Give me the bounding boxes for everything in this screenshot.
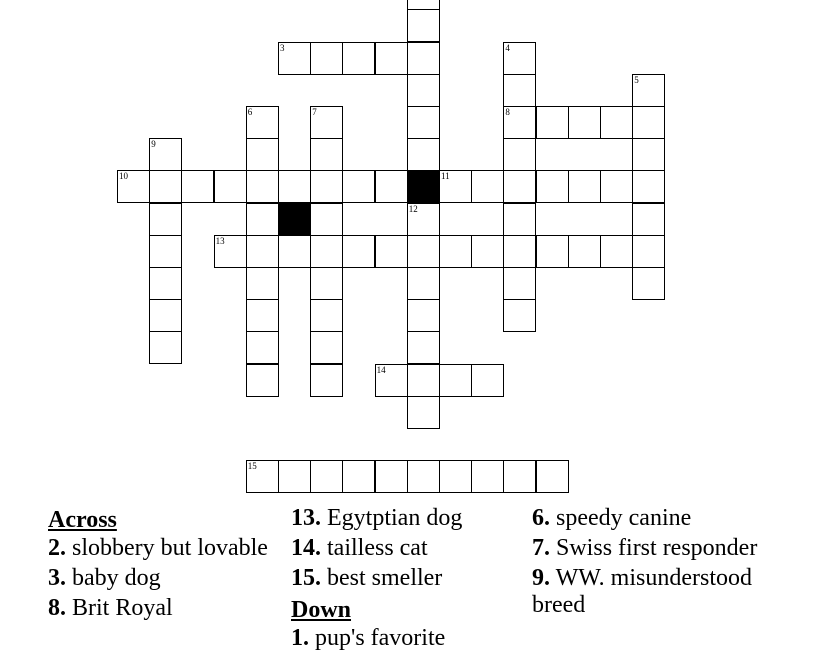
grid-cell[interactable] [149, 299, 182, 332]
grid-cell[interactable] [181, 170, 214, 203]
grid-cell[interactable] [278, 235, 311, 268]
across-heading: Across [48, 507, 117, 533]
grid-cell[interactable] [600, 235, 633, 268]
grid-cell[interactable] [278, 170, 311, 203]
grid-cell[interactable] [246, 203, 279, 236]
grid-cell[interactable] [310, 235, 343, 268]
grid-cell[interactable] [246, 235, 279, 268]
grid-cell[interactable] [407, 299, 440, 332]
clue-across-13[interactable]: 13. Egytptian dog [291, 505, 463, 531]
grid-cell[interactable] [632, 170, 665, 203]
grid-cell[interactable] [407, 235, 440, 268]
grid-cell[interactable] [407, 9, 440, 42]
grid-cell[interactable] [407, 364, 440, 397]
grid-cell[interactable] [439, 364, 472, 397]
grid-cell[interactable] [310, 42, 343, 75]
grid-cell[interactable] [471, 460, 504, 493]
grid-cell[interactable] [246, 267, 279, 300]
grid-cell[interactable] [439, 235, 472, 268]
grid-cell[interactable] [503, 106, 536, 139]
grid-cell[interactable] [117, 170, 150, 203]
grid-cell[interactable] [310, 331, 343, 364]
clues-column-2 [291, 505, 521, 655]
grid-cell[interactable] [375, 235, 408, 268]
grid-cell[interactable] [375, 364, 408, 397]
clue-across-14[interactable]: 14. tailless cat [291, 535, 428, 561]
clue-number: 10 [119, 171, 128, 182]
grid-cell[interactable] [568, 170, 601, 203]
grid-cell[interactable] [536, 235, 569, 268]
grid-cell[interactable] [503, 460, 536, 493]
clue-number: 5 [634, 74, 639, 85]
grid-cell[interactable] [310, 170, 343, 203]
clue-number: 7 [312, 106, 317, 117]
grid-cell[interactable] [375, 42, 408, 75]
grid-cell[interactable] [600, 170, 633, 203]
grid-cell[interactable] [246, 460, 279, 493]
clues-column-3 [532, 505, 772, 622]
grid-cell[interactable] [149, 138, 182, 171]
grid-cell[interactable] [568, 106, 601, 139]
grid-cell[interactable] [246, 170, 279, 203]
clue-number: 11 [441, 171, 450, 182]
clue-number: 9 [151, 139, 156, 150]
grid-cell[interactable] [310, 106, 343, 139]
grid-cell[interactable] [246, 106, 279, 139]
grid-cell[interactable] [407, 42, 440, 75]
down-heading: Down [291, 597, 352, 623]
grid-cell[interactable] [632, 138, 665, 171]
grid-cell[interactable] [375, 170, 408, 203]
grid-cell[interactable] [278, 460, 311, 493]
grid-cell[interactable] [503, 267, 536, 300]
grid-cell[interactable] [342, 460, 375, 493]
grid-cell[interactable] [310, 460, 343, 493]
grid-cell[interactable] [407, 203, 440, 236]
grid-cell[interactable] [439, 170, 472, 203]
clue-number: 13 [215, 235, 225, 246]
clue-down-7[interactable]: 7. Swiss first responder [532, 535, 758, 561]
clue-number: 8 [505, 106, 510, 117]
clue-number: 12 [408, 203, 418, 214]
grid-cell[interactable] [407, 267, 440, 300]
grid-cell[interactable] [375, 460, 408, 493]
grid-cell[interactable] [246, 364, 279, 397]
grid-cell[interactable] [471, 235, 504, 268]
grid-cell[interactable] [407, 460, 440, 493]
clue-down-1[interactable]: 1. pup's favorite [291, 625, 446, 651]
grid-cell[interactable] [407, 331, 440, 364]
grid-cell[interactable] [342, 170, 375, 203]
grid-cell[interactable] [278, 42, 311, 75]
clue-across-2[interactable]: 2. slobbery but lovable [48, 535, 268, 561]
grid-cell[interactable] [503, 74, 536, 107]
clue-down-9[interactable]: 9. WW. misunderstood breed [532, 565, 753, 618]
grid-cell[interactable] [246, 299, 279, 332]
clue-across-3[interactable]: 3. baby dog [48, 565, 161, 591]
grid-cell[interactable] [536, 170, 569, 203]
grid-cell[interactable] [632, 74, 665, 107]
grid-cell[interactable] [214, 235, 247, 268]
grid-cell[interactable] [342, 235, 375, 268]
grid-cell[interactable] [439, 460, 472, 493]
grid-cell[interactable] [149, 203, 182, 236]
grid-cell[interactable] [342, 42, 375, 75]
clue-across-15[interactable]: 15. best smeller [291, 565, 443, 591]
grid-cell[interactable] [471, 364, 504, 397]
clue-number: 6 [247, 106, 253, 117]
grid-cell[interactable] [536, 106, 569, 139]
grid-cell[interactable] [600, 106, 633, 139]
grid-cell[interactable] [503, 203, 536, 236]
grid-cell[interactable] [310, 203, 343, 236]
grid-cell[interactable] [568, 235, 601, 268]
grid-cell[interactable] [149, 170, 182, 203]
grid-cell[interactable] [310, 138, 343, 171]
clue-number: 3 [280, 42, 285, 53]
clue-number: 14 [376, 364, 386, 375]
clue-down-6[interactable]: 6. speedy canine [532, 505, 692, 531]
grid-cell[interactable] [471, 170, 504, 203]
grid-cell[interactable] [632, 203, 665, 236]
grid-cell[interactable] [214, 170, 247, 203]
grid-cell[interactable] [503, 138, 536, 171]
grid-cell[interactable] [246, 138, 279, 171]
grid-cell[interactable] [149, 331, 182, 364]
clue-number: 15 [247, 461, 257, 471]
grid-cell[interactable] [407, 106, 440, 139]
grid-cell[interactable] [149, 267, 182, 300]
grid-cell[interactable] [503, 299, 536, 332]
grid-cell[interactable] [310, 267, 343, 300]
grid-cell[interactable] [407, 74, 440, 107]
grid-cell[interactable] [632, 106, 665, 139]
grid-cell[interactable] [503, 42, 536, 75]
black-cell [407, 170, 440, 203]
grid-cell[interactable] [310, 364, 343, 397]
grid-cell[interactable] [149, 235, 182, 268]
clue-across-8[interactable]: 8. Brit Royal [48, 595, 173, 621]
grid-cell[interactable] [407, 396, 440, 429]
clue-number: 4 [505, 42, 510, 53]
grid-cell[interactable] [246, 331, 279, 364]
grid-cell[interactable] [632, 235, 665, 268]
grid-cell[interactable] [503, 170, 536, 203]
grid-cell[interactable] [632, 267, 665, 300]
black-cell [278, 203, 311, 236]
grid-cell[interactable] [536, 460, 569, 493]
grid-cell[interactable] [310, 299, 343, 332]
grid-cell[interactable] [407, 138, 440, 171]
clues-column-1 [48, 505, 278, 625]
grid-cell[interactable] [503, 235, 536, 268]
